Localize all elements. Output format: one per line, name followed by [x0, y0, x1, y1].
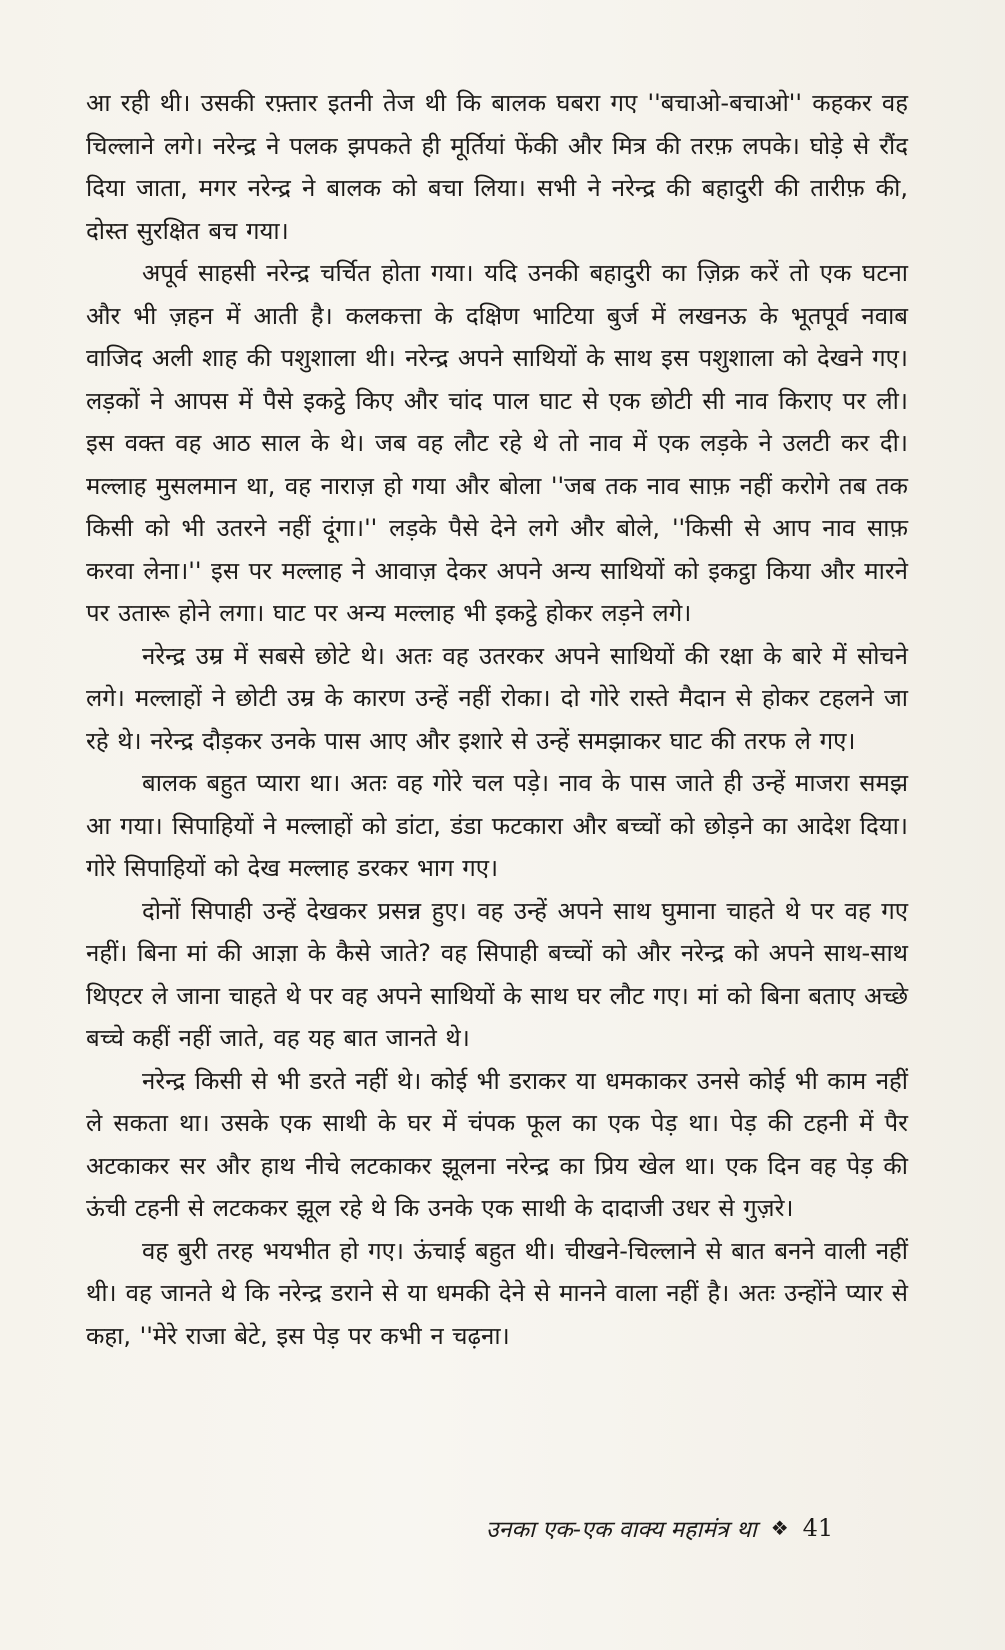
- paragraph-2: अपूर्व साहसी नरेन्द्र चर्चित होता गया। यदि उनकी बहादुरी का ज़िक्र करें तो एक घटना और भी ज़हन में आती है। कलकत्ता के दक्षिण भाटिया बुर्ज में लखनऊ के भूतपूर्व नवाब वाजिद अली शाह की पशुशाला थी। नरेन्द्र अपने साथियों के साथ इस पशुशाला को देखने गए। लड़कों ने आपस में पैसे इकट्ठे किए और चांद पाल घाट से एक छोटी सी नाव किराए पर ली। इस वक्त वह आठ साल के थे। जब वह लौट रहे थे तो नाव में एक लड़के ने उलटी कर दी। मल्लाह मुसलमान था, वह नाराज़ हो गया और बोला ''जब तक नाव साफ़ नहीं करोगे तब तक किसी को भी उतरने नहीं दूंगा।'' लड़के पैसे देने लगे और बोले, ''किसी से आप नाव साफ़ करवा लेना।'' इस पर मल्लाह ने आवाज़ देकर अपने अन्य साथियों को इकट्ठा किया और मारने पर उतारू होने लगा। घाट पर अन्य मल्लाह भी इकट्ठे होकर लड़ने लगे।: [86, 259, 908, 627]
- body-text: [86, 82, 908, 1357]
- paragraph-3: नरेन्द्र उम्र में सबसे छोटे थे। अतः वह उतरकर अपने साथियों की रक्षा के बारे में सोचने लगे। मल्लाहों ने छोटी उम्र के कारण उन्हें नहीं रोका। दो गोरे रास्ते मैदान से होकर टहलने जा रहे थे। नरेन्द्र दौड़कर उनके पास आए और इशारे से उन्हें समझाकर घाट की तरफ ले गए।: [86, 641, 908, 755]
- diamond-ornament-icon: ❖: [770, 1516, 789, 1540]
- page-footer: [486, 1512, 833, 1544]
- paragraph-6: नरेन्द्र किसी से भी डरते नहीं थे। कोई भी डराकर या धमकाकर उनसे कोई भी काम नहीं ले सकता था। उसके एक साथी के घर में चंपक फूल का एक पेड़ था। पेड़ की टहनी में पैर अटकाकर सर और हाथ नीचे लटकाकर झूलना नरेन्द्र का प्रिय खेल था। एक दिन वह पेड़ की ऊंची टहनी से लटककर झूल रहे थे कि उनके एक साथी के दादाजी उधर से गुज़रे।: [86, 1066, 908, 1222]
- paragraph-7: वह बुरी तरह भयभीत हो गए। ऊंचाई बहुत थी। चीखने-चिल्लाने से बात बनने वाली नहीं थी। वह जानते थे कि नरेन्द्र डराने से या धमकी देने से मानने वाला नहीं है। अतः उन्होंने प्यार से कहा, ''मेरे राजा बेटे, इस पेड़ पर कभी न चढ़ना।: [86, 1236, 908, 1350]
- paragraph-4: बालक बहुत प्यारा था। अतः वह गोरे चल पड़े। नाव के पास जाते ही उन्हें माजरा समझ आ गया। सिपाहियों ने मल्लाहों को डांटा, डंडा फटकारा और बच्चों को छोड़ने का आदेश दिया। गोरे सिपाहियों को देख मल्लाह डरकर भाग गए।: [86, 769, 908, 882]
- paragraph-5: दोनों सिपाही उन्हें देखकर प्रसन्न हुए। वह उन्हें अपने साथ घुमाना चाहते थे पर वह गए नहीं। बिना मां की आज्ञा के कैसे जाते? वह सिपाही बच्चों को और नरेन्द्र को अपने साथ-साथ थिएटर ले जाना चाहते थे पर वह अपने साथियों के साथ घर लौट गए। मां को बिना बताए अच्छे बच्चे कहीं नहीं जाते, वह यह बात जानते थे।: [86, 896, 908, 1052]
- paragraph-1: आ रही थी। उसकी रफ़्तार इतनी तेज थी कि बालक घबरा गए ''बचाओ-बचाओ'' कहकर वह चिल्लाने लगे। नरेन्द्र ने पलक झपकते ही मूर्तियां फेंकी और मित्र की तरफ़ लपके। घोड़े से रौंद दिया जाता, मगर नरेन्द्र ने बालक को बचा लिया। सभी ने नरेन्द्र की बहादुरी की तारीफ़ की, दोस्त सुरक्षित बच गया।: [86, 89, 908, 245]
- page-number: 41: [802, 1514, 834, 1542]
- running-title: उनका एक-एक वाक्य महामंत्र था: [486, 1517, 757, 1543]
